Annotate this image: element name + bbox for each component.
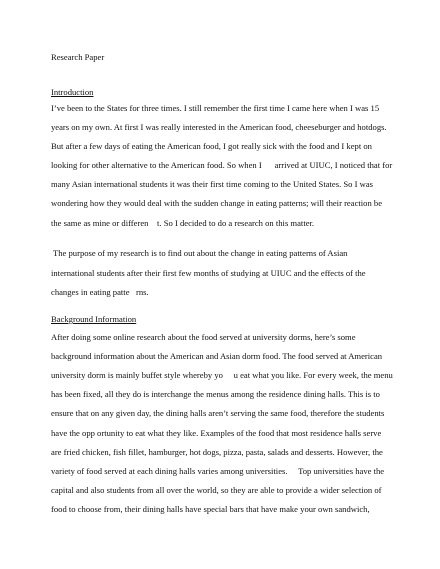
paragraph-line: But after a few days of eating the American food, I got really sick with the food and I kept on (51, 141, 372, 151)
paragraph-line: the same as mine or differen t. So I decided to do a research on this matter. (51, 218, 315, 228)
paragraph-line: university dorm is mainly buffet style whereby yo u eat what you like. For every week, the menu (51, 370, 393, 380)
paragraph-line: variety of food served at each dining halls varies among universities. Top universities have the (51, 466, 385, 476)
paragraph-line: food to choose from, their dining halls have special bars that have make your own sandwich, (51, 504, 370, 514)
document-title: Research Paper (51, 52, 105, 62)
paragraph-line: has been fixed, all they do is interchange the menus among the residence dining halls. This is to (51, 389, 380, 399)
section-heading-background: Background Information (51, 314, 137, 324)
section-heading-introduction: Introduction (51, 87, 94, 97)
paragraph-line: capital and also students from all over the world, so they are able to provide a wider selection of (51, 485, 382, 495)
paragraph-line: have the opp ortunity to eat what they like. Examples of the food that most residence halls serve (51, 428, 382, 438)
paragraph-line: looking for other alternative to the American food. So when I arrived at UIUC, I noticed that for (51, 160, 393, 170)
paragraph-line: years on my own. At first I was really interested in the American food, cheeseburger and hotdogs. (51, 122, 387, 132)
paragraph-line: After doing some online research about the food served at university dorms, here’s some (51, 332, 356, 342)
paragraph-line: I’ve been to the States for three times. I still remember the first time I came here when I was 15 (51, 103, 380, 113)
paragraph-line: ensure that on any given day, the dining halls aren’t serving the same food, therefore the students (51, 408, 385, 418)
paragraph-line: background information about the American and Asian dorm food. The food served at American (51, 351, 383, 361)
paragraph-line: The purpose of my research is to find out about the change in eating patterns of Asian (51, 248, 348, 258)
paragraph-line: changes in eating patte rns. (51, 287, 149, 297)
paragraph-line: wondering how they would deal with the sudden change in eating patterns; will their reaction be (51, 198, 383, 208)
paragraph-line: international students after their first few months of studying at UIUC and the effects of the (51, 268, 366, 278)
paragraph-line: are fried chicken, fish fillet, hamburger, hot dogs, pizza, pasta, salads and desserts. However, the (51, 447, 383, 457)
paragraph-line: many Asian international students it was their first time coming to the United States. So I was (51, 179, 373, 189)
